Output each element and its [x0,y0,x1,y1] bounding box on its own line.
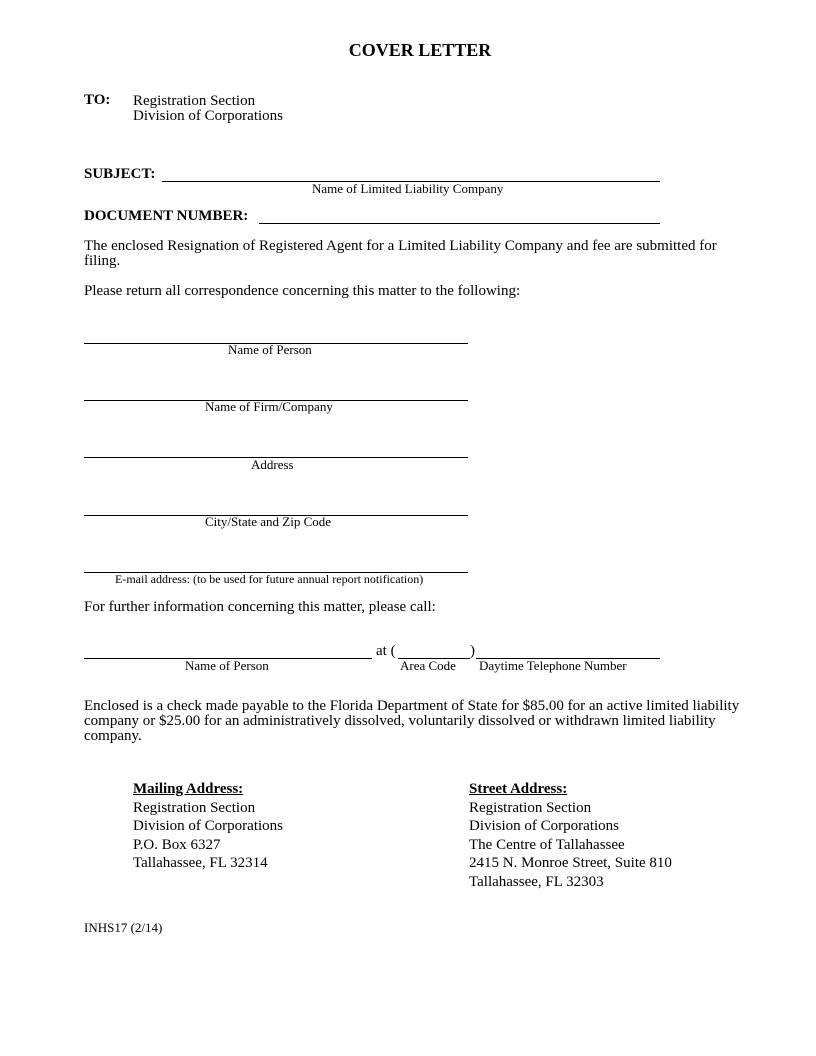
form-code: INHS17 (2/14) [84,920,163,935]
further-info-text: For further information concerning this matter, please call: [84,599,436,615]
document-number-label: DOCUMENT NUMBER: [84,208,249,224]
firm-caption: Name of Firm/Company [205,399,333,414]
street-address-line: Registration Section [469,799,592,816]
name-of-person-caption: Name of Person [228,342,312,357]
contact-name-caption: Name of Person [185,658,269,673]
at-text: at ( [376,643,396,659]
city-state-zip-caption: City/State and Zip Code [205,514,332,529]
mailing-address-line: P.O. Box 6327 [133,836,221,853]
street-address-block [469,780,672,891]
check-paragraph: Enclosed is a check made payable to the Florida Department of State for $85.00 for an active limited liability company or $25.00 for an administratively dissolved, voluntarily dissolved or withdrawn limited liability company. [84,698,740,744]
to-label: TO: [84,92,111,108]
mailing-address-heading: Mailing Address: [133,781,244,797]
street-address-line: 2415 N. Monroe Street, Suite 810 [469,855,672,871]
street-address-line: The Centre of Tallahassee [469,836,625,853]
subject-caption: Name of Limited Liability Company [312,181,504,196]
to-line-2: Division of Corporations [133,108,283,124]
to-line-1: Registration Section [133,93,256,109]
address-caption: Address [251,457,294,472]
street-address-heading: Street Address: [469,781,568,797]
return-instruction: Please return all correspondence concerning this matter to the following: [84,283,521,299]
subject-label: SUBJECT: [84,166,156,182]
area-code-caption: Area Code [400,658,456,673]
mailing-address-line: Tallahassee, FL 32314 [133,855,268,871]
document-number-line[interactable] [259,223,660,224]
close-paren: ) [470,643,475,659]
email-caption: E-mail address: (to be used for future annual report notification) [115,572,424,586]
mailing-address-line: Registration Section [133,799,256,816]
street-address-line: Tallahassee, FL 32303 [469,873,604,890]
intro-paragraph: The enclosed Resignation of Registered Agent for a Limited Liability Company and fee are submitted for filing. [84,238,717,269]
phone-caption: Daytime Telephone Number [479,658,627,673]
mailing-address-line: Division of Corporations [133,818,283,834]
page-title: COVER LETTER [348,40,492,60]
street-address-line: Division of Corporations [469,818,619,834]
mailing-address-block [133,780,283,873]
